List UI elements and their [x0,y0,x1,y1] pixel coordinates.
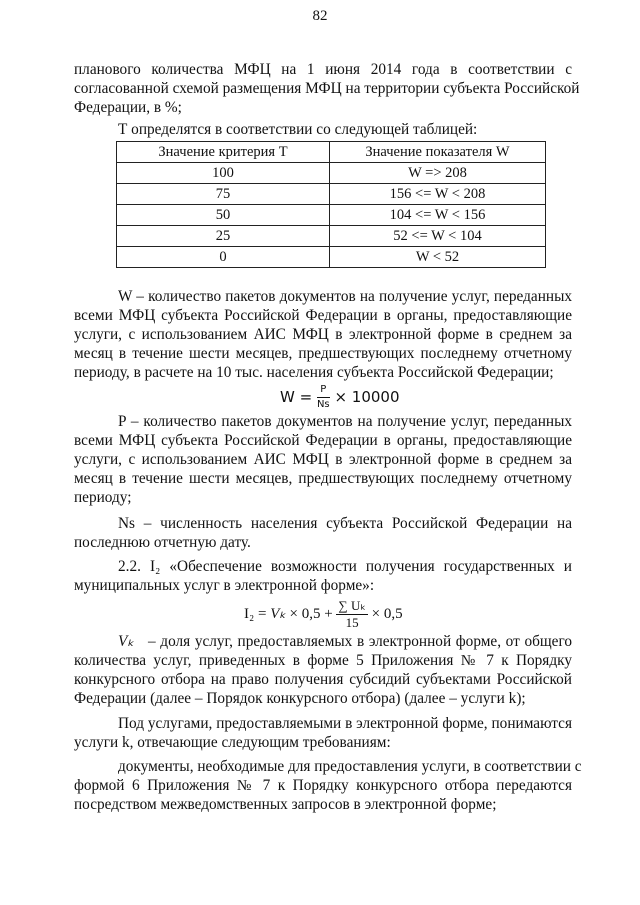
table-cell: 0 [117,247,330,268]
para1-line-3: Федерации, в %; [74,99,182,116]
p-def-line-2: всеми МФЦ субъекта Российской Федерации в органы, предоставляющие [74,432,572,449]
table-row [117,163,546,184]
formula-i2-vk: Vₖ [270,605,286,622]
section-2-2-line-2: муниципальных услуг в электронной форме»: [74,577,375,594]
w-def-line-3: услуги, с использованием АИС МФЦ в электронной форме в среднем за [74,326,572,343]
formula-i2-lhs: I₂ = [244,605,267,622]
table-row [117,184,546,205]
w-def-line-1: W – количество пакетов документов на получение услуг, переданных [118,288,572,305]
table-intro: Т определятся в соответствии со следующей таблицей: [118,121,478,138]
services-intro-line-2: услуги k, отвечающие следующим требованиям: [74,734,391,751]
formula-w-numerator: P [317,383,330,398]
vk-def-line-1: – доля услуг, предоставляемых в электронной форме, от общего [148,633,572,650]
formula-i2-numerator: ∑ Uₖ [338,598,366,613]
p-def-line-5: периоду; [74,489,132,506]
para1-line-2: согласованной схемой размещения МФЦ на территории субъекта Российской [74,80,580,97]
table-row [117,247,546,268]
table-header-cell: Значение показателя W [330,142,546,163]
vk-def-line-4: Федерации (далее – Порядок конкурсного отбора) (далее – услуги k); [74,690,526,707]
table-header-row [117,142,546,163]
page-number: 82 [312,8,328,24]
table-header-cell: Значение критерия Т [117,142,330,163]
table-cell: 104 <= W < 156 [330,205,546,226]
ns-def-line-2: последнюю отчетную дату. [74,534,251,551]
table-row [117,226,546,247]
services-intro-line-1: Под услугами, предоставляемыми в электронной форме, понимаются [118,715,572,732]
vk-symbol [118,632,134,651]
req1-line-3: посредством межведомственных запросов в электронной форме; [74,796,497,813]
vk-def-line-2: количества услуг, приведенных в форме 5 Приложения № 7 к Порядку [74,652,572,669]
p-def-line-3: услуги, с использованием АИС МФЦ в электронной форме в среднем за [74,451,572,468]
table-cell: W < 52 [330,247,546,268]
table-cell: 25 [117,226,330,247]
w-def-line-4: месяц в течение шести месяцев, предшествующих последнему отчетному [74,345,572,362]
formula-i2 [244,598,403,631]
req1-line-1: документы, необходимые для предоставления услуги, в соответствии с [118,758,582,775]
formula-i2-mid: × 0,5 + [289,605,333,622]
criteria-table [116,141,546,268]
table-cell: 50 [117,205,330,226]
table-cell: 75 [117,184,330,205]
table-cell: W => 208 [330,163,546,184]
table-row [117,205,546,226]
para1-line-1: планового количества МФЦ на 1 июня 2014 года в соответствии с [74,61,572,78]
formula-w [280,383,400,412]
req1-line-2: формой 6 Приложения № 7 к Порядку конкурсного отбора передаются [74,777,572,794]
formula-i2-denominator: 15 [345,615,359,630]
formula-w-lhs: W = [280,388,313,406]
w-def-line-2: всеми МФЦ субъекта Российской Федерации в органы, предоставляющие [74,307,572,324]
p-def-line-1: P – количество пакетов документов на получение услуг, переданных [118,413,572,430]
vk-def-line-3: конкурсного отбора на право получения субсидий субъектами Российской [74,671,572,688]
formula-i2-fraction [336,598,367,631]
w-def-line-5: периоду, в расчете на 10 тыс. населения субъекта Российской Федерации; [74,364,554,381]
ns-def-line-1: Ns – численность населения субъекта Российской Федерации на [118,515,572,532]
p-def-line-4: месяц в течение шести месяцев, предшествующих последнему отчетному [74,470,572,487]
formula-w-fraction [317,383,330,412]
table-cell: 52 <= W < 104 [330,226,546,247]
formula-i2-rhs: × 0,5 [371,605,403,622]
table-cell: 100 [117,163,330,184]
section-2-2-line-1: 2.2. I₂ «Обеспечение возможности получения государственных и [118,558,572,575]
formula-w-denominator: Ns [316,399,330,410]
table-cell: 156 <= W < 208 [330,184,546,205]
vk-symbol-text: Vₖ [118,633,134,650]
formula-w-rhs: × 10000 [334,388,400,406]
